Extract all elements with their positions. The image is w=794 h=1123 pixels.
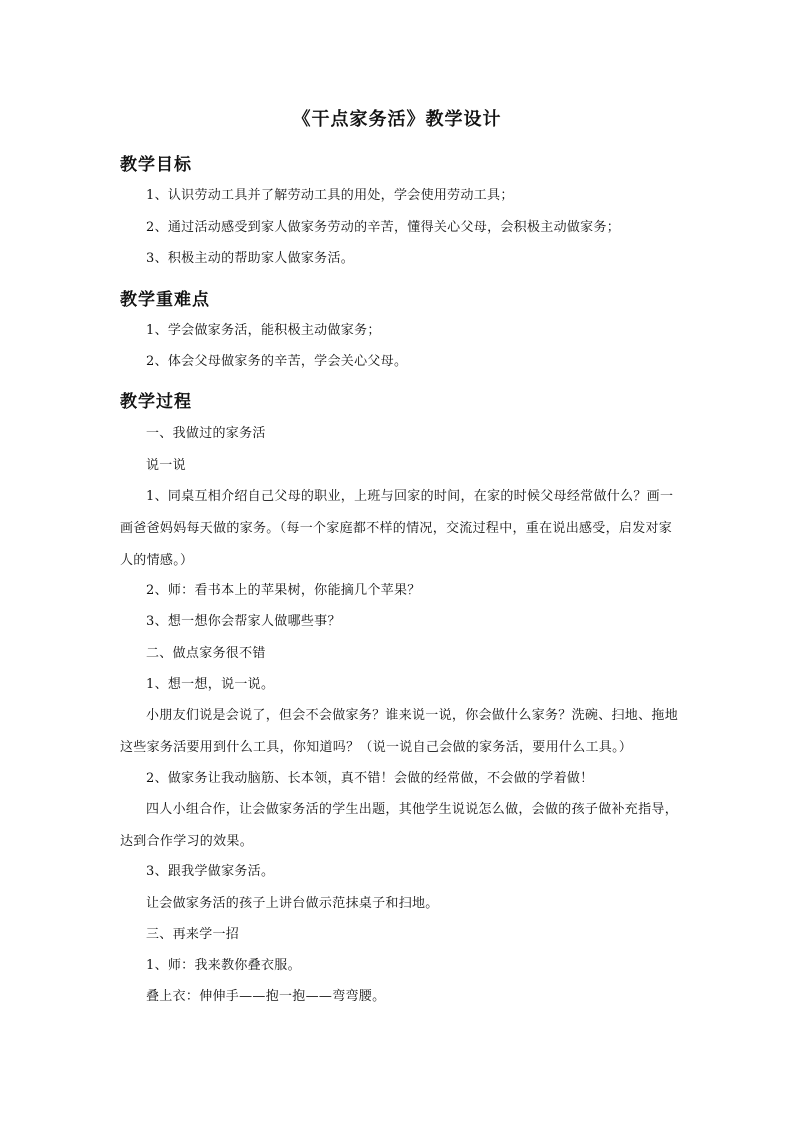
- process-line: 说一说: [146, 458, 186, 473]
- process-paragraph: 小朋友们说是会说了，但会不会做家务？谁来说一说，你会做什么家务？洗碗、扫地、拖地这些家务活要用到什么工具，你知道吗？（说一说自己会做的家务活，要用什么工具。）: [120, 708, 679, 755]
- process-line: 让会做家务活的孩子上讲台做示范抹桌子和扫地。: [146, 896, 439, 911]
- process-line: 二、做点家务很不错: [146, 646, 266, 661]
- objective-line-1: 1、认识劳动工具并了解劳动工具的用处，学会使用劳动工具；: [146, 188, 514, 203]
- process-line: 叠上衣：伸伸手——抱一抱——弯弯腰。: [146, 989, 386, 1004]
- objective-line-3: 3、积极主动的帮助家人做家务活。: [146, 251, 355, 266]
- process-paragraph: 1、同桌互相介绍自己父母的职业，上班与回家的时间，在家的时候父母经常做什么？画一画爸爸妈妈每天做的家务。（每一个家庭都不样的情况，交流过程中，重在说出感受，启发对家人的情感。）: [120, 489, 674, 568]
- process-line: 1、想一想，说一说。: [146, 677, 275, 692]
- section-heading-process: 教学过程: [120, 392, 192, 412]
- process-line: 2、师：看书本上的苹果树，你能摘几个苹果？: [146, 583, 421, 598]
- process-line: 3、跟我学做家务活。: [146, 864, 275, 879]
- process-paragraph: 四人小组合作，让会做家务活的学生出题，其他学生说说怎么做，会做的孩子做补充指导，达到合作学习的效果。: [120, 802, 679, 849]
- section-heading-objectives: 教学目标: [120, 155, 192, 175]
- document-title: 《干点家务活》教学设计: [292, 109, 502, 130]
- section-heading-key-points: 教学重难点: [120, 290, 210, 310]
- key-point-line-2: 2、体会父母做家务的辛苦，学会关心父母。: [146, 354, 408, 369]
- process-line: 三、再来学一招: [146, 927, 240, 942]
- process-line: 一、我做过的家务活: [146, 426, 266, 441]
- process-line: 1、师：我来教你叠衣服。: [146, 958, 301, 973]
- objective-line-2: 2、通过活动感受到家人做家务劳动的辛苦，懂得关心父母，会积极主动做家务；: [146, 220, 621, 235]
- process-line: 2、做家务让我动脑筋、长本领，真不错！会做的经常做，不会做的学着做！: [146, 771, 594, 786]
- process-line: 3、想一想你会帮家人做哪些事？: [146, 614, 341, 629]
- key-point-line-1: 1、学会做家务活，能积极主动做家务；: [146, 323, 381, 338]
